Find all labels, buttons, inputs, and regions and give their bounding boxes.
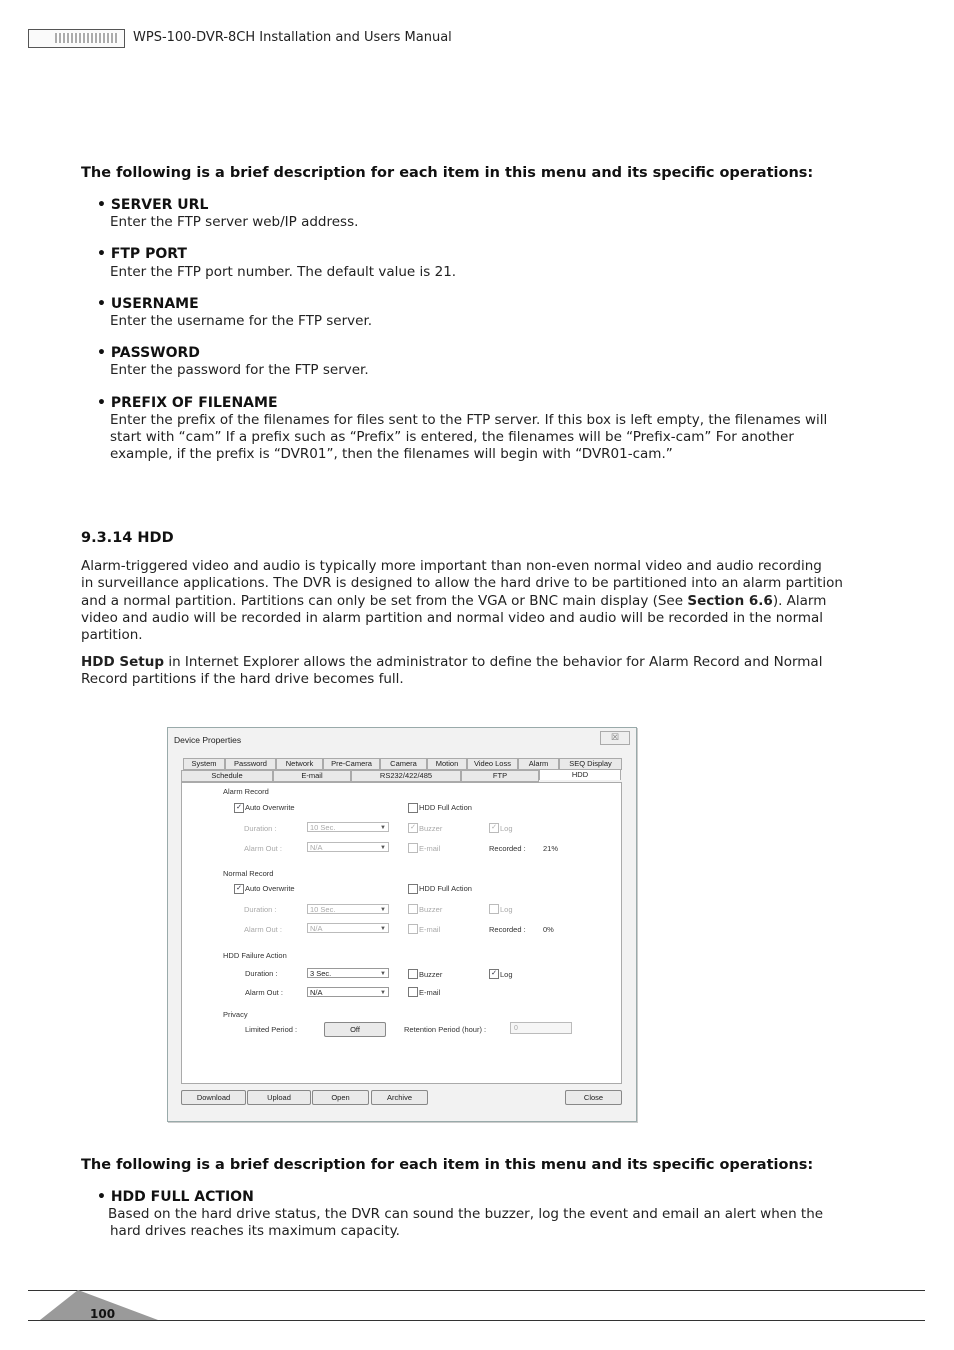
item-title-hdd-full-action: • HDD FULL ACTION bbox=[97, 1189, 254, 1205]
normal-log-checkbox[interactable] bbox=[489, 904, 499, 914]
section-title-hdd: 9.3.14 HDD bbox=[81, 530, 174, 546]
tab-email[interactable]: E-mail bbox=[273, 770, 351, 782]
tab-network[interactable]: Network bbox=[276, 758, 323, 770]
normal-alarm-out-label: Alarm Out : bbox=[244, 925, 282, 934]
failure-buzzer-checkbox[interactable] bbox=[408, 969, 418, 979]
upload-button[interactable]: Upload bbox=[247, 1090, 311, 1105]
item-desc-hdd-full-1: Based on the hard drive status, the DVR can sound the buzzer, log the event and email an alert when the bbox=[108, 1206, 824, 1222]
close-button[interactable]: Close bbox=[565, 1090, 622, 1105]
alarm-recorded-value: 21% bbox=[543, 844, 559, 853]
item-desc-ftp-port: Enter the FTP port number. The default value is 21. bbox=[110, 264, 457, 280]
hdd-para2-line1 bbox=[81, 654, 822, 671]
device-properties-dialog bbox=[167, 727, 637, 1122]
hdd-para2-line1-text: in Internet Explorer allows the administrator to define the behavior for Alarm Record and Normal bbox=[164, 654, 823, 670]
failure-alarm-out-value: N/A bbox=[310, 988, 323, 997]
hdd-para2-line2: Record partitions if the hard drive becomes full. bbox=[81, 671, 404, 687]
failure-buzzer-label: Buzzer bbox=[419, 970, 443, 979]
hdd-para1-line5: partition. bbox=[81, 627, 143, 643]
alarm-email-checkbox[interactable] bbox=[408, 843, 418, 853]
group-normal-record: Normal Record bbox=[223, 869, 274, 878]
ftp-intro-heading: The following is a brief description for each item in this menu and its specific operations: bbox=[81, 165, 814, 181]
alarm-auto-overwrite-label: Auto Overwrite bbox=[245, 803, 295, 812]
group-hdd-failure: HDD Failure Action bbox=[223, 951, 287, 960]
normal-hdd-full-checkbox[interactable] bbox=[408, 884, 418, 894]
footer-rule-top bbox=[28, 1290, 925, 1291]
alarm-auto-overwrite-checkbox[interactable]: ✓ bbox=[234, 803, 244, 813]
failure-log-checkbox[interactable]: ✓ bbox=[489, 969, 499, 979]
alarm-buzzer-label: Buzzer bbox=[419, 824, 443, 833]
failure-duration-select[interactable] bbox=[307, 968, 389, 978]
normal-duration-value: 10 Sec. bbox=[310, 905, 336, 914]
chevron-down-icon: ▼ bbox=[380, 971, 386, 977]
failure-duration-value: 3 Sec. bbox=[310, 969, 332, 978]
tab-alarm[interactable]: Alarm bbox=[518, 758, 559, 770]
chevron-down-icon: ▼ bbox=[380, 926, 386, 932]
tab-camera[interactable]: Camera bbox=[380, 758, 427, 770]
normal-alarm-out-select[interactable] bbox=[307, 923, 389, 933]
header-logo bbox=[28, 29, 125, 48]
tab-schedule[interactable]: Schedule bbox=[181, 770, 273, 782]
failure-log-label: Log bbox=[500, 970, 513, 979]
alarm-email-label: E-mail bbox=[419, 844, 441, 853]
limited-period-button[interactable]: Off bbox=[324, 1022, 386, 1037]
chevron-down-icon: ▼ bbox=[380, 907, 386, 913]
normal-alarm-out-value: N/A bbox=[310, 924, 323, 933]
item-desc-username: Enter the username for the FTP server. bbox=[110, 313, 373, 329]
normal-hdd-full-label: HDD Full Action bbox=[419, 884, 472, 893]
open-button[interactable]: Open bbox=[312, 1090, 369, 1105]
alarm-hdd-full-checkbox[interactable] bbox=[408, 803, 418, 813]
archive-button[interactable]: Archive bbox=[371, 1090, 428, 1105]
alarm-buzzer-checkbox[interactable]: ✓ bbox=[408, 823, 418, 833]
retention-period-input[interactable]: 0 bbox=[510, 1022, 572, 1034]
hdd-para1-line2: in surveillance applications. The DVR is designed to allow the hard drive to be partitioned into an alarm partition bbox=[81, 575, 843, 591]
normal-auto-overwrite-checkbox[interactable]: ✓ bbox=[234, 884, 244, 894]
alarm-duration-select[interactable] bbox=[307, 822, 389, 832]
item-desc-server-url: Enter the FTP server web/IP address. bbox=[110, 214, 359, 230]
tab-video-loss[interactable]: Video Loss bbox=[467, 758, 518, 770]
page-number: 100 bbox=[90, 1307, 116, 1321]
tab-pre-camera[interactable]: Pre-Camera bbox=[323, 758, 380, 770]
hdd-setup-term: HDD Setup bbox=[81, 654, 165, 670]
item-desc-prefix-2: start with “cam” If a prefix such as “Prefix” is entered, the filenames will be “Prefix-cam” For another bbox=[110, 429, 794, 445]
item-desc-password: Enter the password for the FTP server. bbox=[110, 362, 369, 378]
failure-duration-label: Duration : bbox=[245, 969, 278, 978]
failure-email-checkbox[interactable] bbox=[408, 987, 418, 997]
limited-period-label: Limited Period : bbox=[245, 1025, 298, 1034]
hdd-para1-line3 bbox=[81, 593, 826, 610]
hdd-ops-intro-heading: The following is a brief description for each item in this menu and its specific operations: bbox=[81, 1157, 814, 1173]
retention-period-label: Retention Period (hour) : bbox=[404, 1025, 487, 1034]
group-privacy: Privacy bbox=[223, 1010, 248, 1019]
tab-motion[interactable]: Motion bbox=[427, 758, 467, 770]
normal-duration-label: Duration : bbox=[244, 905, 277, 914]
alarm-alarm-out-select[interactable] bbox=[307, 842, 389, 852]
alarm-hdd-full-label: HDD Full Action bbox=[419, 803, 472, 812]
normal-buzzer-checkbox[interactable] bbox=[408, 904, 418, 914]
normal-email-checkbox[interactable] bbox=[408, 924, 418, 934]
item-title-server-url: • SERVER URL bbox=[97, 197, 209, 213]
manual-title: WPS-100-DVR-8CH Installation and Users Manual bbox=[133, 30, 452, 45]
alarm-alarm-out-label: Alarm Out : bbox=[244, 844, 282, 853]
chevron-down-icon: ▼ bbox=[380, 845, 386, 851]
logo-graphic bbox=[55, 33, 119, 43]
failure-email-label: E-mail bbox=[419, 988, 441, 997]
normal-log-label: Log bbox=[500, 905, 513, 914]
alarm-log-label: Log bbox=[500, 824, 513, 833]
close-icon[interactable]: ☒ bbox=[600, 731, 630, 745]
footer-rule-bottom bbox=[28, 1320, 925, 1321]
normal-buzzer-label: Buzzer bbox=[419, 905, 443, 914]
tab-rs232[interactable]: RS232/422/485 bbox=[351, 770, 461, 782]
hdd-para1-line3-tail: ). Alarm bbox=[772, 593, 827, 609]
alarm-duration-value: 10 Sec. bbox=[310, 823, 336, 832]
dialog-title: Device Properties bbox=[174, 735, 242, 745]
tab-system[interactable]: System bbox=[183, 758, 225, 770]
hdd-panel bbox=[181, 782, 622, 1084]
item-desc-hdd-full-2: hard drives reaches its maximum capacity. bbox=[110, 1223, 400, 1239]
hdd-para1-line4: video and audio will be recorded in alarm partition and normal video and audio will be recorded in the normal bbox=[81, 610, 824, 626]
group-alarm-record: Alarm Record bbox=[223, 787, 269, 796]
failure-alarm-out-label: Alarm Out : bbox=[245, 988, 283, 997]
section-ref: Section 6.6 bbox=[687, 593, 773, 609]
alarm-recorded-label: Recorded : bbox=[489, 844, 526, 853]
item-title-password: • PASSWORD bbox=[97, 345, 200, 361]
tab-hdd[interactable]: HDD bbox=[539, 769, 621, 780]
hdd-para1-line3-text: and a normal partition. Partitions can only be set from the VGA or BNC main display (See bbox=[81, 593, 688, 609]
item-desc-prefix-1: Enter the prefix of the filenames for files sent to the FTP server. If this box is left empty, the filenames will bbox=[110, 412, 828, 428]
tab-seq-display[interactable]: SEQ Display bbox=[559, 758, 622, 770]
normal-recorded-label: Recorded : bbox=[489, 925, 526, 934]
chevron-down-icon: ▼ bbox=[380, 825, 386, 831]
alarm-log-checkbox[interactable]: ✓ bbox=[489, 823, 499, 833]
chevron-down-icon: ▼ bbox=[380, 990, 386, 996]
failure-alarm-out-select[interactable] bbox=[307, 987, 389, 997]
tab-password[interactable]: Password bbox=[225, 758, 276, 770]
hdd-para1-line1: Alarm-triggered video and audio is typically more important than non-even normal video and audio recording bbox=[81, 558, 822, 574]
normal-recorded-value: 0% bbox=[543, 925, 554, 934]
normal-auto-overwrite-label: Auto Overwrite bbox=[245, 884, 295, 893]
normal-email-label: E-mail bbox=[419, 925, 441, 934]
item-title-username: • USERNAME bbox=[97, 296, 199, 312]
normal-duration-select[interactable] bbox=[307, 904, 389, 914]
alarm-duration-label: Duration : bbox=[244, 824, 277, 833]
item-desc-prefix-3: example, if the prefix is “DVR01”, then the filenames will begin with “DVR01-cam.” bbox=[110, 446, 673, 462]
download-button[interactable]: Download bbox=[181, 1090, 246, 1105]
tab-ftp[interactable]: FTP bbox=[461, 770, 539, 782]
alarm-alarm-out-value: N/A bbox=[310, 843, 323, 852]
item-title-ftp-port: • FTP PORT bbox=[97, 246, 187, 262]
item-title-prefix: • PREFIX OF FILENAME bbox=[97, 395, 278, 411]
